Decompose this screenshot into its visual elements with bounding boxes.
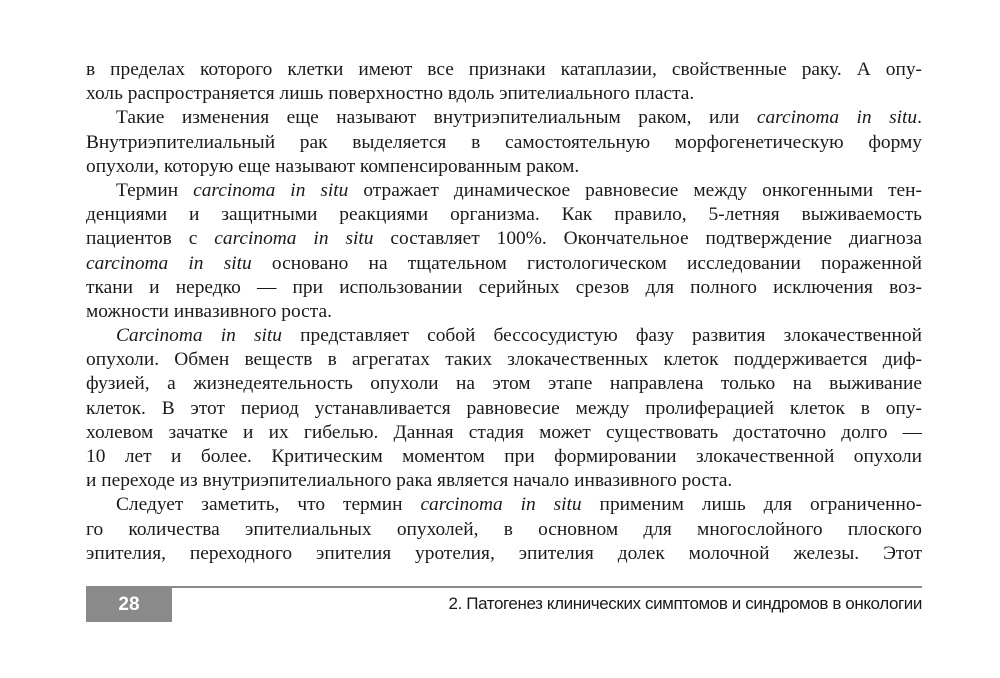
text-line: [86, 179, 922, 203]
text-run: пациентов с: [86, 228, 215, 250]
paragraph: [86, 58, 922, 106]
italic-term: carcinoma in situ: [420, 494, 582, 516]
text-run: опухоли. Обмен веществ в агрегатах таких злокачественных клеток поддерживается диф-: [86, 349, 922, 371]
text-run: .: [917, 107, 922, 129]
text-line: [86, 276, 922, 300]
text-run: основано на тщательном гистологическом исследовании пораженной: [251, 252, 922, 274]
paragraph: [86, 106, 922, 179]
text-run: отражает динамическое равновесие между онкогенными тен-: [348, 179, 922, 201]
text-run: фузией, а жизнедеятельность опухоли на этом этапе направлена только на выживание: [86, 373, 922, 395]
text-run: 10 лет и более. Критическим моментом при формировании злокачественной опухоли: [86, 446, 922, 467]
text-line: [86, 348, 922, 372]
text-run: ткани и нередко — при использовании серийных срезов для полного исключения воз-: [86, 276, 922, 298]
text-line: [86, 203, 922, 227]
text-run: эпителия, переходного эпителия уротелия, эпителия долек молочной железы. Этот: [86, 542, 922, 564]
text-line: [86, 300, 922, 324]
text-line: [86, 493, 922, 517]
text-run: Такие изменения еще называют внутриэпителиальным раком, или: [116, 107, 757, 129]
paragraph: [86, 493, 922, 566]
text-run: Термин: [116, 179, 194, 201]
text-line: [86, 518, 922, 542]
text-run: холевом зачатке и их гибелью. Данная стадия может существовать достаточно долго —: [86, 421, 922, 443]
text-line: [86, 131, 922, 155]
text-line: [86, 58, 922, 82]
running-head: 2. Патогенез клинических симптомов и синдромов в онкологии: [448, 594, 922, 613]
page-number: 28: [86, 588, 172, 622]
text-run: Внутриэпителиальный рак выделяется в самостоятельную морфогенетическую форму: [86, 131, 922, 153]
italic-term: carcinoma in situ: [214, 228, 374, 250]
text-run: в пределах которого клетки имеют все признаки катаплазии, свойственные раку. А опу-: [86, 59, 922, 80]
text-line: [86, 397, 922, 421]
italic-term: carcinoma in situ: [193, 179, 349, 201]
text-run: клеток. В этот период устанавливается равновесие между пролиферацией клеток в опу-: [86, 397, 922, 419]
text-run: составляет 100%. Окончательное подтверждение диагноза: [373, 228, 922, 250]
text-run: и переходе из внутриэпителиального рака является начало инвазивного роста.: [86, 470, 733, 492]
text-line: [86, 372, 922, 396]
text-line: [86, 106, 922, 130]
text-line: [86, 252, 922, 276]
italic-term: carcinoma in situ: [86, 252, 252, 274]
text-line: [86, 155, 922, 179]
italic-term: carcinoma in situ: [756, 107, 918, 129]
text-run: представляет собой бессосудистую фазу развития злокачественной: [281, 325, 922, 347]
text-run: Следует заметить, что термин: [116, 494, 421, 516]
italic-term: Carcinoma in situ: [116, 325, 282, 347]
text-line: [86, 421, 922, 445]
text-run: опухоли, которую еще называют компенсированным раком.: [86, 155, 580, 177]
text-line: [86, 82, 922, 106]
text-line: [86, 542, 922, 566]
text-run: холь распространяется лишь поверхностно вдоль эпителиального пласта.: [86, 83, 695, 105]
text-line: [86, 227, 922, 251]
text-run: применим лишь для ограниченно-: [581, 494, 922, 516]
text-line: [86, 445, 922, 469]
paragraph: [86, 179, 922, 324]
text-line: [86, 469, 922, 493]
text-run: можности инвазивного роста.: [86, 300, 332, 322]
text-line: [86, 324, 922, 348]
text-run: денциями и защитными реакциями организма. Как правило, 5-летняя выживаемость: [86, 204, 922, 226]
paragraph: [86, 324, 922, 493]
footer-rule: [86, 586, 922, 588]
text-run: го количества эпителиальных опухолей, в основном для многослойного плоского: [86, 518, 922, 540]
body-text: [86, 58, 922, 566]
